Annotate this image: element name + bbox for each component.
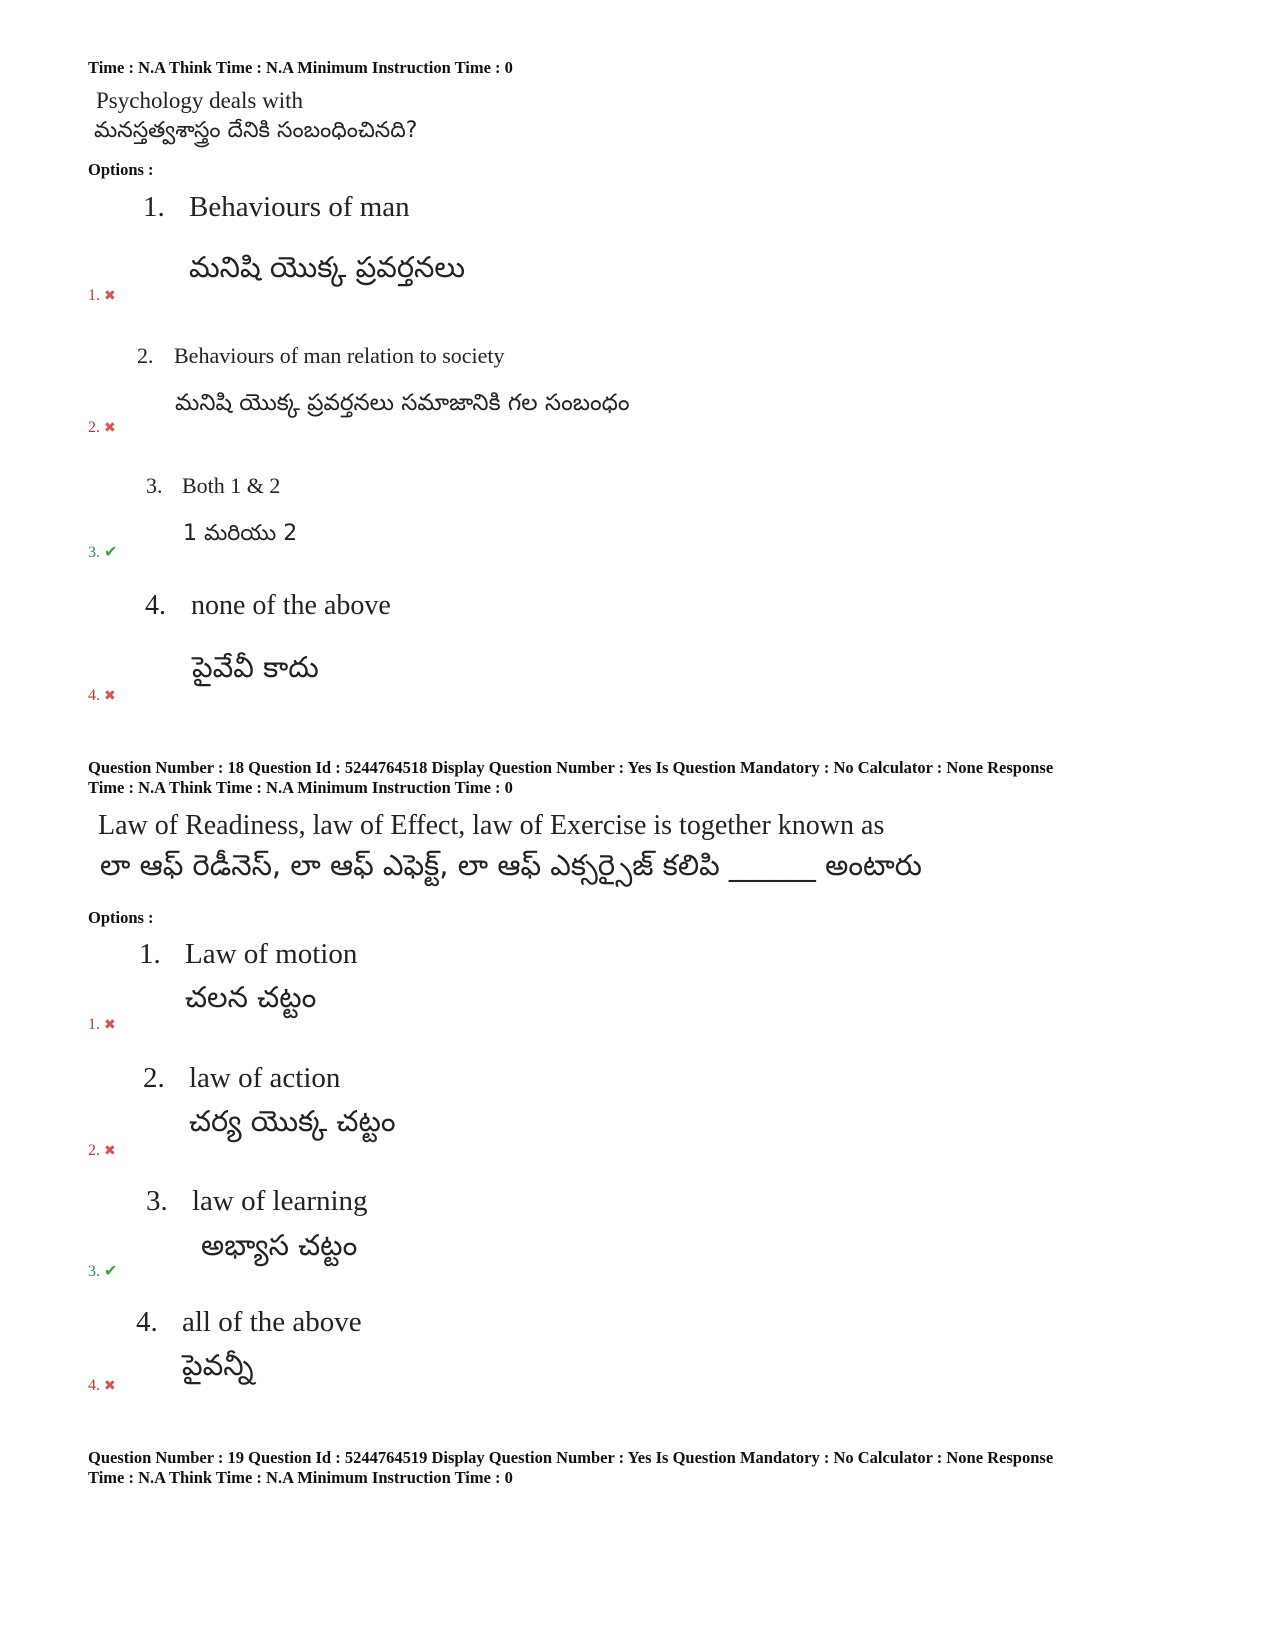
option-text: Behaviours of man xyxy=(189,191,410,223)
option-text: Law of motion xyxy=(185,938,358,970)
option-3-marker xyxy=(88,1261,117,1281)
option-text: law of learning xyxy=(192,1185,368,1217)
option-4-english xyxy=(145,590,391,622)
option-text: Behaviours of man relation to society xyxy=(174,343,505,368)
cross-icon: ✖ xyxy=(104,1144,116,1159)
option-1-english xyxy=(143,191,410,224)
option-4-english xyxy=(136,1306,362,1339)
option-1-telugu: చలన చట్టం xyxy=(185,980,317,1014)
option-number: 2. xyxy=(137,343,154,368)
option-4-telugu: పైవన్నీ xyxy=(182,1348,254,1382)
options-label: Options : xyxy=(88,908,154,927)
option-2-english xyxy=(137,343,505,369)
option-1-telugu: మనిషి యొక్క ప్రవర్తనలు xyxy=(189,250,466,284)
cross-icon: ✖ xyxy=(104,689,116,704)
question-text-telugu: లా ఆఫ్ రెడీనెస్, లా ఆఫ్ ఎఫెక్ట్, లా ఆఫ్ ఎక్సర్సైజ్ కలిపి ______ అంటారు xyxy=(100,848,922,882)
question-text-telugu: మనస్తత్వశాస్త్రం దేనికి సంబంధించినది? xyxy=(94,118,418,143)
option-marker-number: 4. xyxy=(88,1377,100,1394)
option-3-english xyxy=(146,473,280,499)
cross-icon: ✖ xyxy=(104,1018,116,1033)
option-number: 3. xyxy=(146,1185,168,1217)
question-meta-line-1: Question Number : 18 Question Id : 5244764518 Display Question Number : Yes Is Question Mandatory : No Calculator : None Response xyxy=(88,758,1054,777)
option-text: law of action xyxy=(189,1062,341,1094)
option-number: 1. xyxy=(139,938,161,970)
cross-icon: ✖ xyxy=(104,289,116,304)
question-meta-time: Time : N.A Think Time : N.A Minimum Instruction Time : 0 xyxy=(88,58,513,77)
option-2-telugu: మనిషి యొక్క ప్రవర్తనలు సమాజానికి గల సంబంధం xyxy=(175,390,630,416)
option-number: 2. xyxy=(143,1062,165,1094)
option-marker-number: 2. xyxy=(88,419,100,436)
option-number: 1. xyxy=(143,191,165,223)
option-marker-number: 1. xyxy=(88,1016,100,1033)
option-4-marker xyxy=(88,1377,116,1395)
question-text-english: Psychology deals with xyxy=(96,88,303,113)
option-1-marker xyxy=(88,1016,116,1034)
option-2-english xyxy=(143,1062,340,1095)
option-marker-number: 3. xyxy=(88,1263,100,1280)
option-2-marker xyxy=(88,1142,116,1160)
option-4-marker xyxy=(88,687,116,705)
options-label: Options : xyxy=(88,160,154,179)
option-marker-number: 1. xyxy=(88,287,100,304)
cross-icon: ✖ xyxy=(104,421,116,436)
option-number: 4. xyxy=(136,1306,158,1338)
option-1-english xyxy=(139,938,357,971)
option-3-marker xyxy=(88,542,117,562)
question-meta-line-1: Question Number : 19 Question Id : 5244764519 Display Question Number : Yes Is Question Mandatory : No Calculator : None Response xyxy=(88,1448,1054,1467)
option-text: Both 1 & 2 xyxy=(182,473,281,498)
option-text: none of the above xyxy=(191,590,391,621)
checkmark-icon: ✔ xyxy=(104,544,118,561)
option-number: 4. xyxy=(145,590,166,621)
question-meta-line-2: Time : N.A Think Time : N.A Minimum Instruction Time : 0 xyxy=(88,1468,513,1487)
option-4-telugu: పైవేవీ కాదు xyxy=(192,650,319,684)
option-text: all of the above xyxy=(182,1306,362,1338)
option-2-marker xyxy=(88,419,116,437)
option-1-marker xyxy=(88,287,116,305)
question-text-english: Law of Readiness, law of Effect, law of Exercise is together known as xyxy=(98,810,885,841)
option-2-telugu: చర్య యొక్క చట్టం xyxy=(189,1104,396,1138)
question-meta-line-2: Time : N.A Think Time : N.A Minimum Instruction Time : 0 xyxy=(88,778,513,797)
option-3-english xyxy=(146,1185,368,1218)
option-marker-number: 3. xyxy=(88,544,100,561)
option-number: 3. xyxy=(146,473,163,498)
option-marker-number: 2. xyxy=(88,1142,100,1159)
option-marker-number: 4. xyxy=(88,687,100,704)
checkmark-icon: ✔ xyxy=(104,1263,118,1280)
option-3-telugu: అభ్యాస చట్టం xyxy=(201,1228,358,1262)
option-3-telugu: 1 మరియు 2 xyxy=(183,521,298,546)
cross-icon: ✖ xyxy=(104,1379,116,1394)
